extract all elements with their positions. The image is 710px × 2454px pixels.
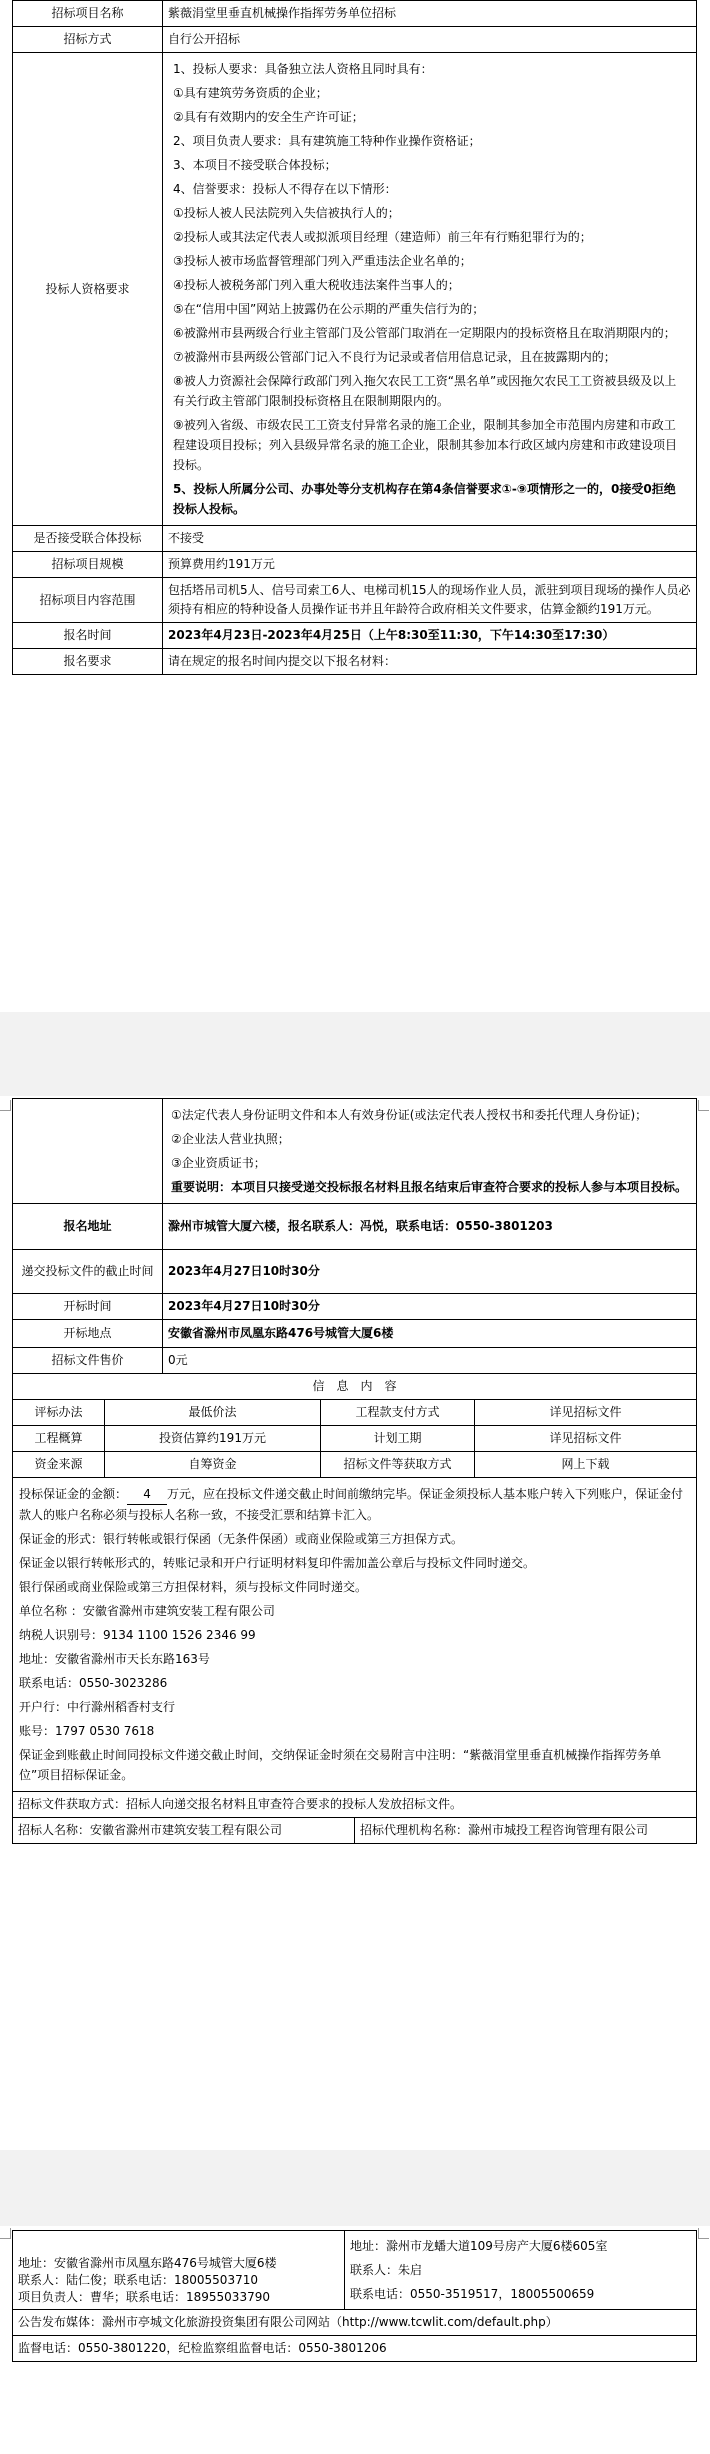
deposit-amount: 4 [127, 1484, 167, 1505]
qualification-item: ①投标人被人民法院列入失信被执行人的； [173, 206, 400, 220]
account-line: 地址：安徽省滁州市天长东路163号 [19, 1652, 210, 1666]
page-separator [0, 1012, 710, 1096]
opening-time-label: 开标时间 [13, 1294, 163, 1320]
info-cell: 最低价法 [105, 1400, 321, 1426]
contact-line: 联系电话：0550-3519517，18005500659 [350, 2287, 595, 2301]
account-line: 单位名称 ：安徽省滁州市建筑安装工程有限公司 [19, 1604, 275, 1618]
info-cell: 工程款支付方式 [321, 1400, 475, 1426]
qualification-item: ⑨被列入省级、市级农民工工资支付异常名录的施工企业，限制其参加全市范围内房建和市政工程建设项目投标；列入县级异常名录的施工企业，限制其参加本行政区域内房建和市政建设项目投标。 [173, 418, 678, 472]
qualification-item: ②投标人或其法定代表人或拟派项目经理（建造师）前三年有行贿犯罪行为的； [173, 230, 592, 244]
registration-time-label: 报名时间 [13, 623, 163, 649]
account-line: 联系电话：0550-3023286 [19, 1676, 168, 1690]
supervision-phone: 监督电话：0550-3801220，纪检监察组监督电话：0550-3801206 [13, 2336, 697, 2362]
info-header: 信 息 内 容 [13, 1374, 697, 1400]
deposit-amount-line [19, 1482, 690, 1527]
qualification-item: ③投标人被市场监督管理部门列入严重违法企业名单的； [173, 254, 472, 268]
account-line: 账号：1797 0530 7618 [19, 1724, 155, 1738]
deposit-label: 投标保证金的金额： [19, 1487, 128, 1501]
info-cell: 自筹资金 [105, 1452, 321, 1478]
registration-requirement-label: 报名要求 [13, 649, 163, 675]
party-table [12, 1817, 697, 1844]
materials-content [163, 1099, 697, 1204]
tender-table-part-2 [12, 1098, 697, 1374]
deposit-line: 保证金的形式：银行转帐或银行保函（无条件保函）或商业保险或第三方担保方式。 [19, 1532, 464, 1546]
qualification-item: ⑦被滁州市县两级公管部门记入不良行为记录或者信用信息记录，且在披露期内的； [173, 350, 616, 364]
info-cell: 详见招标文件 [475, 1426, 697, 1452]
qualification-item: 2、项目负责人要求：具有建筑施工特种作业操作资格证； [173, 134, 481, 148]
material-item: ①法定代表人身份证明文件和本人有效身份证(或法定代表人授权书和委托代理人身份证)； [171, 1108, 648, 1122]
crop-mark [0, 1100, 11, 1111]
opening-place-label: 开标地点 [13, 1320, 163, 1348]
obtain-value: 招标人向递交报名材料且审查符合要求的投标人发放招标文件。 [126, 1797, 463, 1811]
qualification-item: ④投标人被税务部门列入重大税收违法案件当事人的； [173, 278, 460, 292]
contact-line: 项目负责人：曹华；联系电话：18955033790 [18, 2290, 270, 2304]
info-cell: 评标办法 [13, 1400, 105, 1426]
info-cell: 网上下载 [475, 1452, 697, 1478]
deposit-line: 银行保函或商业保险或第三方担保材料，须与投标文件同时递交。 [19, 1580, 368, 1594]
deposit-line: 保证金以银行转帐形式的，转账记录和开户行证明材料复印件需加盖公章后与投标文件同时递交。 [19, 1556, 536, 1570]
deposit-text: 万元，应在投标文件递交截止时间前缴纳完毕。保证金须投标人基本账户转入下列账户，保证金付款人的账户名称必须与投标人名称一致，不接受汇票和结算卡汇入。 [19, 1487, 684, 1522]
opening-time-value: 2023年4月27日10时30分 [163, 1294, 697, 1320]
tenderer-cell [13, 1818, 355, 1844]
obtain-row [13, 1792, 697, 1818]
contact-line: 地址：滁州市龙蟠大道109号房产大厦6楼605室 [350, 2239, 608, 2253]
contact-line: 地址：安徽省滁州市凤凰东路476号城管大厦6楼 [18, 2256, 277, 2270]
union-label: 是否接受联合体投标 [13, 526, 163, 552]
project-name-value: 紫薇涓堂里垂直机械操作指挥劳务单位招标 [163, 1, 697, 27]
info-table [12, 1373, 697, 1818]
deadline-value: 2023年4月27日10时30分 [163, 1250, 697, 1294]
method-value: 自行公开招标 [163, 27, 697, 53]
scale-label: 招标项目规模 [13, 552, 163, 578]
qualification-item: ②具有有效期内的安全生产许可证； [173, 110, 364, 124]
info-cell: 投资估算约191万元 [105, 1426, 321, 1452]
agency-cell [355, 1818, 697, 1844]
info-cell: 招标文件等获取方式 [321, 1452, 475, 1478]
info-cell: 资金来源 [13, 1452, 105, 1478]
scope-value: 包括塔吊司机5人、信号司索工6人、电梯司机15人的现场作业人员，派驻到项目现场的操作人员必须持有相应的特种设备人员操作证书并且年龄符合政府相关文件要求，估算金额约191万元。 [163, 578, 697, 623]
qualification-content [163, 53, 697, 526]
document-page-1 [12, 0, 696, 934]
scale-value: 预算费用约191万元 [163, 552, 697, 578]
contact-line: 联系人：朱启 [350, 2263, 423, 2277]
qualification-item: ⑤在“信用中国”网站上披露仍在公示期的严重失信行为的； [173, 302, 485, 316]
materials-blank-label [13, 1099, 163, 1204]
obtain-label: 招标文件获取方式： [18, 1797, 127, 1811]
deposit-section [13, 1478, 697, 1792]
page-separator [0, 2150, 710, 2226]
material-item: ②企业法人营业执照； [171, 1132, 290, 1146]
scope-label: 招标项目内容范围 [13, 578, 163, 623]
crop-mark [698, 1100, 709, 1111]
qualification-branch-rule: 5、投标人所属分公司、办事处等分支机构存在第4条信誉要求①-⑨项情形之一的，0接受0拒绝投标人投标。 [173, 482, 676, 516]
info-cell: 详见招标文件 [475, 1400, 697, 1426]
registration-address-label: 报名地址 [13, 1204, 163, 1250]
agency-contact [345, 2231, 697, 2310]
agency-label: 招标代理机构名称： [360, 1823, 469, 1837]
method-label: 招标方式 [13, 27, 163, 53]
tender-table-part-1 [12, 0, 697, 675]
qualification-label: 投标人资格要求 [13, 53, 163, 526]
contact-line: 联系人：陆仁俊；联系电话：18005503710 [18, 2273, 258, 2287]
account-line: 纳税人识别号：9134 1100 1526 2346 99 [19, 1628, 256, 1642]
tenderer-contact [13, 2231, 345, 2310]
contact-table [12, 2230, 697, 2362]
crop-mark [0, 2228, 11, 2239]
material-item: ③企业资质证书； [171, 1156, 266, 1170]
project-name-label: 招标项目名称 [13, 1, 163, 27]
registration-address-value: 滁州市城管大厦六楼，报名联系人：冯悦，联系电话：0550-3801203 [163, 1204, 697, 1250]
document-page-3 [12, 2230, 696, 2454]
account-line: 开户行：中行滁州稻香村支行 [19, 1700, 176, 1714]
opening-place-value: 安徽省滁州市凤凰东路476号城管大厦6楼 [163, 1320, 697, 1348]
tenderer-label: 招标人名称： [18, 1823, 91, 1837]
tenderer-name: 安徽省滁州市建筑安装工程有限公司 [90, 1823, 283, 1837]
info-cell: 计划工期 [321, 1426, 475, 1452]
union-value: 不接受 [163, 526, 697, 552]
qualification-item: 1、投标人要求：具备独立法人资格且同时具有： [173, 62, 433, 76]
price-value: 0元 [163, 1348, 697, 1374]
deadline-label: 递交投标文件的截止时间 [13, 1250, 163, 1294]
price-label: 招标文件售价 [13, 1348, 163, 1374]
qualification-item: 3、本项目不接受联合体投标； [173, 158, 337, 172]
registration-time-value: 2023年4月23日-2023年4月25日（上午8:30至11:30，下午14:30至17:30） [163, 623, 697, 649]
deposit-note: 保证金到账截止时间同投标文件递交截止时间，交纳保证金时须在交易附言中注明：“紫薇涓堂里垂直机械操作指挥劳务单位”项目招标保证金。 [19, 1748, 662, 1782]
agency-name: 滁州市城投工程咨询管理有限公司 [468, 1823, 649, 1837]
info-cell: 工程概算 [13, 1426, 105, 1452]
qualification-item: ①具有建筑劳务资质的企业； [173, 86, 328, 100]
qualification-item: ⑥被滁州市县两级合行业主管部门及公管部门取消在一定期限内的投标资格且在取消期限内的； [173, 326, 676, 340]
registration-requirement-value: 请在规定的报名时间内提交以下报名材料： [163, 649, 697, 675]
crop-mark [698, 2228, 709, 2239]
qualification-item: 4、信誉要求：投标人不得存在以下情形： [173, 182, 397, 196]
qualification-item: ⑧被人力资源社会保障行政部门列入拖欠农民工工资“黑名单”或因拖欠农民工工资被县级及以上有关行政主管部门限制投标资格且在限制期限内的。 [173, 374, 677, 408]
important-note: 重要说明：本项目只接受递交投标报名材料且报名结束后审查符合要求的投标人参与本项目投标。 [171, 1180, 688, 1194]
publish-media: 公告发布媒体：滁州市亭城文化旅游投资集团有限公司网站（http://www.tcwlit.com/default.php） [13, 2310, 697, 2336]
document-page-2 [12, 1098, 696, 2148]
